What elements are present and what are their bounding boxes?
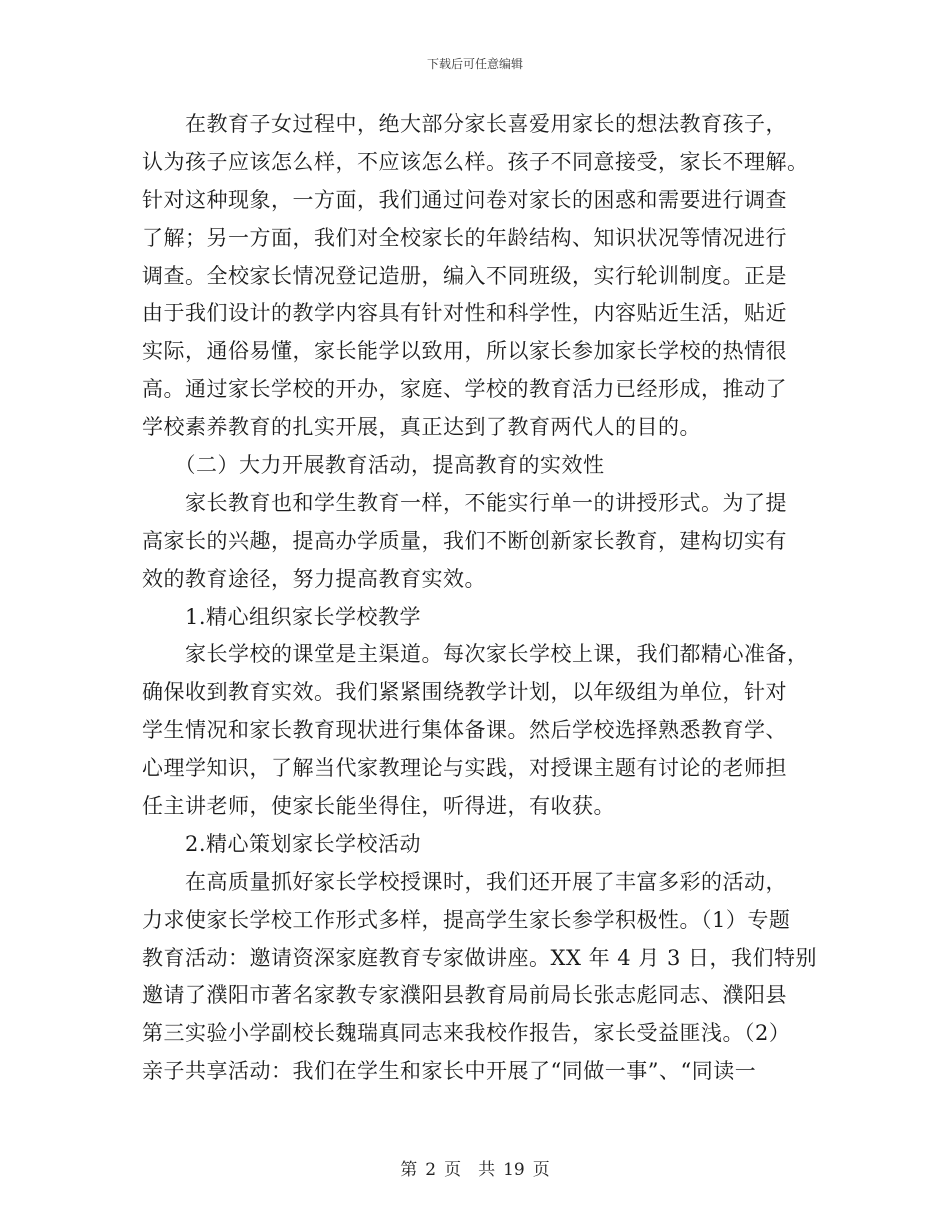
text-line: 高家长的兴趣，提高办学质量，我们不断创新家长教育，建构切实有	[142, 528, 787, 553]
text-line: 亲子共享活动：我们在学生和家长中开展了“同做一事”、“同读一	[142, 1059, 757, 1084]
text-line: 高。通过家长学校的开办，家庭、学校的教育活力已经形成，推动了	[142, 377, 787, 402]
text-line: 在高质量抓好家长学校授课时，我们还开展了丰富多彩的活动，	[142, 869, 787, 894]
text-line: 在教育子女过程中，绝大部分家长喜爱用家长的想法教育孩子，	[142, 112, 787, 136]
text-line: 由于我们设计的教学内容具有针对性和科学性，内容贴近生活，贴近	[142, 301, 787, 326]
subsection-heading: 1.精心组织家长学校教学	[142, 604, 422, 629]
text-line: 确保收到教育实效。我们紧紧围绕教学计划，以年级组为单位，针对	[142, 680, 787, 705]
page-label-middle: 页 共	[444, 1160, 496, 1180]
page-header: 下载后可任意编辑	[426, 57, 523, 71]
text-line: 针对这种现象，一方面，我们通过问卷对家长的困惑和需要进行调查	[142, 187, 787, 212]
page-footer	[0, 1155, 950, 1180]
page-label-prefix: 第	[400, 1160, 418, 1180]
text-line: 家长教育也和学生教育一样，不能实行单一的讲授形式。为了提	[142, 490, 787, 515]
page-label-suffix: 页	[532, 1160, 550, 1180]
text-line: 教育活动：邀请资深家庭教育专家做讲座。XX 年 4 月 3 日，我们特别	[142, 945, 817, 970]
text-line: 学校素养教育的扎实开展，真正达到了教育两代人的目的。	[142, 415, 701, 440]
subsection-heading: 2.精心策划家长学校活动	[142, 831, 422, 856]
text-line: 力求使家长学校工作形式多样，提高学生家长参学积极性。（1）专题	[142, 907, 791, 932]
text-line: 邀请了濮阳市著名家教专家濮阳县教育局前局长张志彪同志、濮阳县	[142, 983, 787, 1008]
text-line: 心理学知识，了解当代家教理论与实践，对授课主题有讨论的老师担	[142, 756, 787, 781]
text-line: 了解；另一方面，我们对全校家长的年龄结构、知识状况等情况进行	[142, 225, 787, 250]
text-line: 调查。全校家长情况登记造册，编入不同班级，实行轮训制度。正是	[142, 263, 787, 288]
text-line: 实际，通俗易懂，家长能学以致用，所以家长参加家长学校的热情很	[142, 339, 787, 364]
text-line: 家长学校的课堂是主渠道。每次家长学校上课，我们都精心准备，	[142, 642, 809, 667]
text-line: 效的教育途径，努力提高教育实效。	[142, 566, 486, 591]
text-line: 学生情况和家长教育现状进行集体备课。然后学校选择熟悉教育学、	[142, 718, 787, 743]
section-heading: （二）大力开展教育活动，提高教育的实效性	[142, 453, 605, 478]
page-total: 19	[503, 1160, 525, 1180]
text-line: 认为孩子应该怎么样，不应该怎么样。孩子不同意接受，家长不理解。	[142, 149, 809, 174]
page-number: 2	[425, 1160, 437, 1180]
text-line: 第三实验小学副校长魏瑞真同志来我校作报告，家长受益匪浅。（2）	[142, 1021, 791, 1046]
body-text	[142, 106, 817, 1091]
text-line: 任主讲老师，使家长能坐得住，听得进，有收获。	[142, 794, 615, 819]
